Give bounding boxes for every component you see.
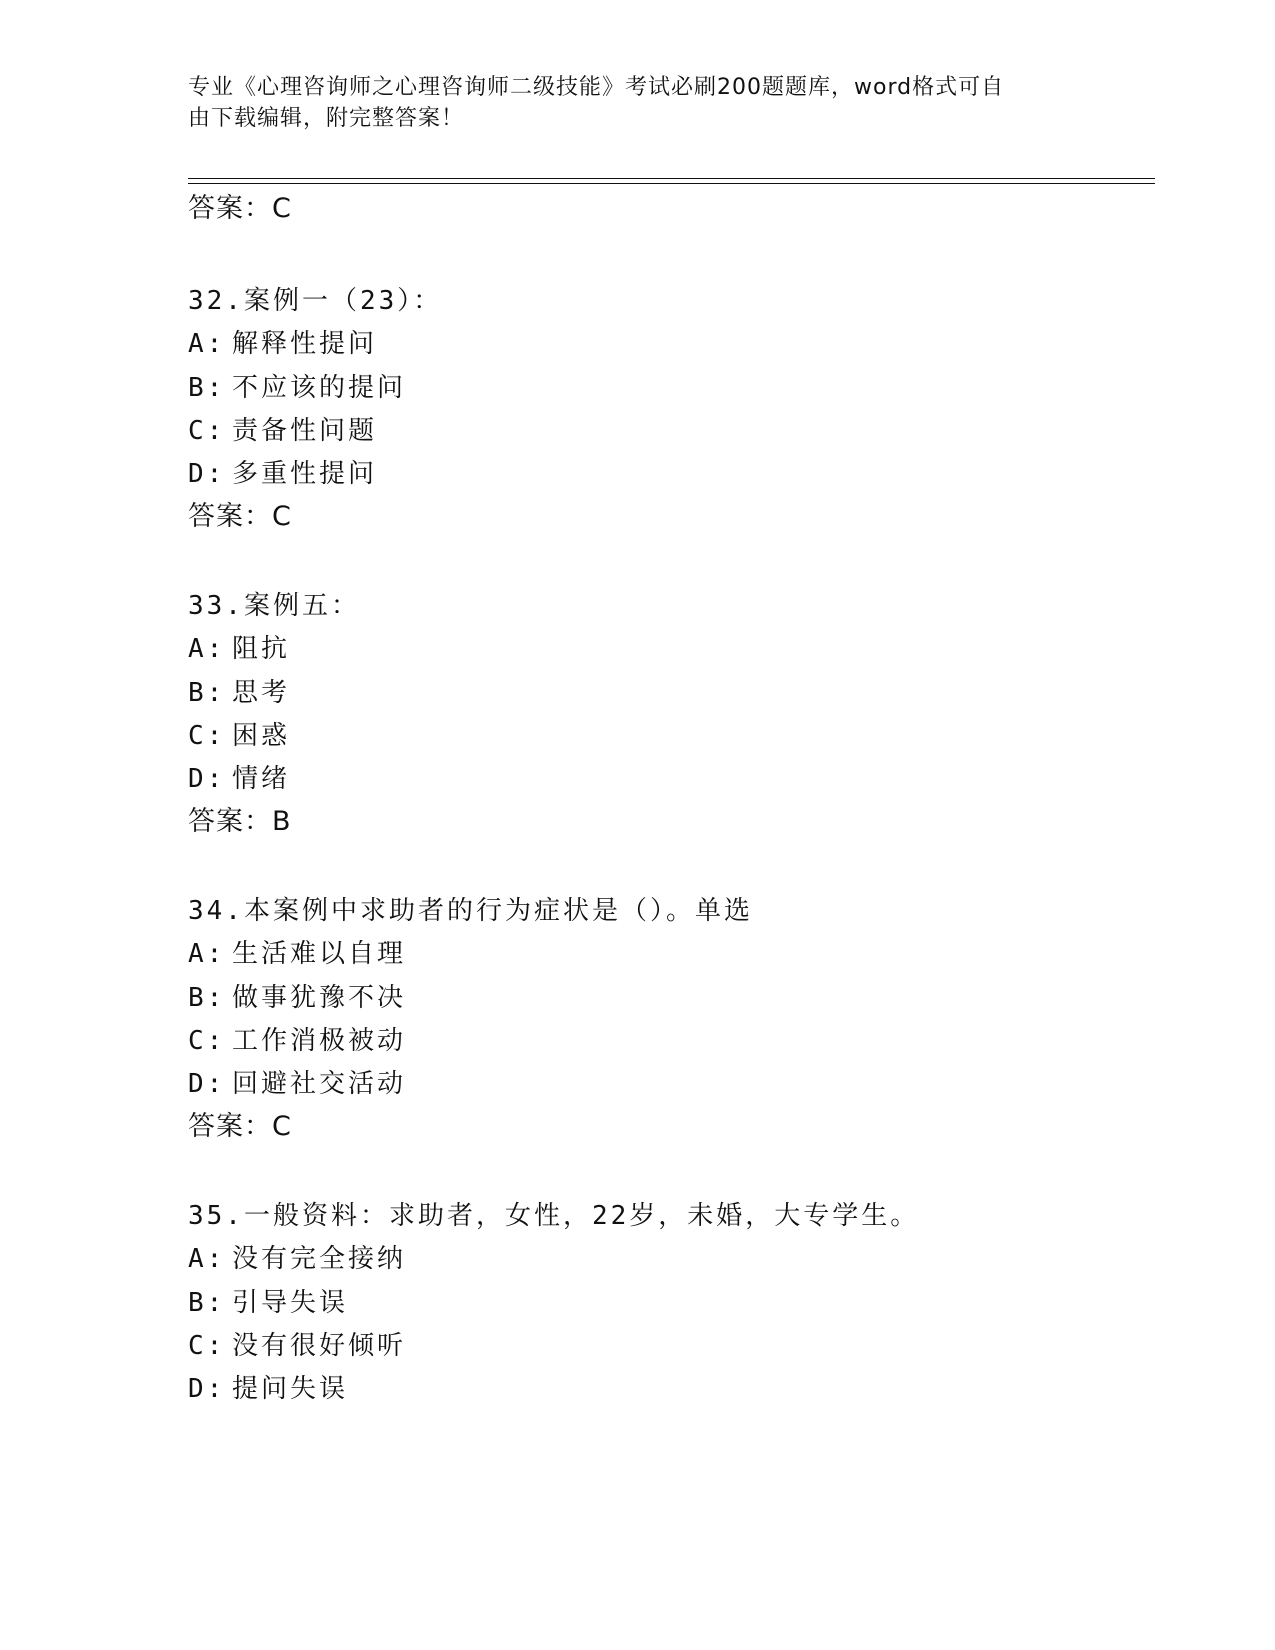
option-d (188, 457, 377, 491)
option-c (188, 1329, 406, 1363)
option-text: 工作消极被动 (232, 1026, 407, 1056)
option-d (188, 762, 290, 796)
option-d (188, 1372, 348, 1406)
option-text: 解释性提问 (232, 329, 378, 359)
option-key: C: (188, 721, 226, 751)
option-key: B: (188, 678, 226, 708)
option-c (188, 414, 377, 448)
option-key: A: (188, 329, 226, 359)
option-text: 回避社交活动 (232, 1069, 407, 1099)
option-text: 做事犹豫不决 (232, 983, 407, 1013)
question-title: 34.本案例中求助者的行为症状是（）。单选 (188, 896, 753, 926)
answer-line: 答案：B (188, 806, 292, 837)
answer-line: 答案：C (188, 501, 292, 532)
option-text: 没有很好倾听 (232, 1331, 407, 1361)
option-c (188, 1024, 406, 1058)
option-text: 提问失误 (232, 1374, 349, 1404)
option-key: A: (188, 634, 226, 664)
option-text: 责备性问题 (232, 416, 378, 446)
header-divider-bottom (188, 183, 1155, 184)
option-b (188, 981, 406, 1015)
option-text: 困惑 (232, 721, 291, 751)
option-text: 思考 (232, 678, 291, 708)
option-key: B: (188, 1288, 226, 1318)
option-a (188, 1242, 406, 1276)
option-key: C: (188, 1331, 226, 1361)
answer-line: 答案：C (188, 193, 292, 224)
option-text: 情绪 (232, 764, 291, 794)
question-title: 32.案例一（23）： (188, 286, 443, 316)
option-b (188, 371, 406, 405)
option-key: D: (188, 1374, 226, 1404)
option-a (188, 632, 290, 666)
option-key: C: (188, 416, 226, 446)
option-key: A: (188, 939, 226, 969)
option-text: 多重性提问 (232, 459, 378, 489)
option-a (188, 937, 406, 971)
answer-line: 答案：C (188, 1111, 292, 1142)
header-line-2: 由下载编辑，附完整答案！ (188, 106, 465, 131)
header-line-1: 专业《心理咨询师之心理咨询师二级技能》考试必刷200题题库，word格式可自 (188, 75, 1005, 100)
option-key: B: (188, 373, 226, 403)
document-header (188, 72, 1068, 134)
option-key: A: (188, 1244, 226, 1274)
header-divider-top (188, 178, 1155, 179)
option-key: D: (188, 459, 226, 489)
option-key: D: (188, 764, 226, 794)
option-text: 生活难以自理 (232, 939, 407, 969)
option-key: B: (188, 983, 226, 1013)
option-a (188, 327, 377, 361)
question-title: 35.一般资料：求助者，女性，22岁，未婚，大专学生。 (188, 1201, 920, 1231)
option-text: 没有完全接纳 (232, 1244, 407, 1274)
option-d (188, 1067, 406, 1101)
option-b (188, 1286, 348, 1320)
option-text: 不应该的提问 (232, 373, 407, 403)
question-title: 33.案例五： (188, 591, 360, 621)
option-b (188, 676, 290, 710)
option-key: D: (188, 1069, 226, 1099)
option-text: 引导失误 (232, 1288, 349, 1318)
option-c (188, 719, 290, 753)
option-text: 阻抗 (232, 634, 291, 664)
option-key: C: (188, 1026, 226, 1056)
